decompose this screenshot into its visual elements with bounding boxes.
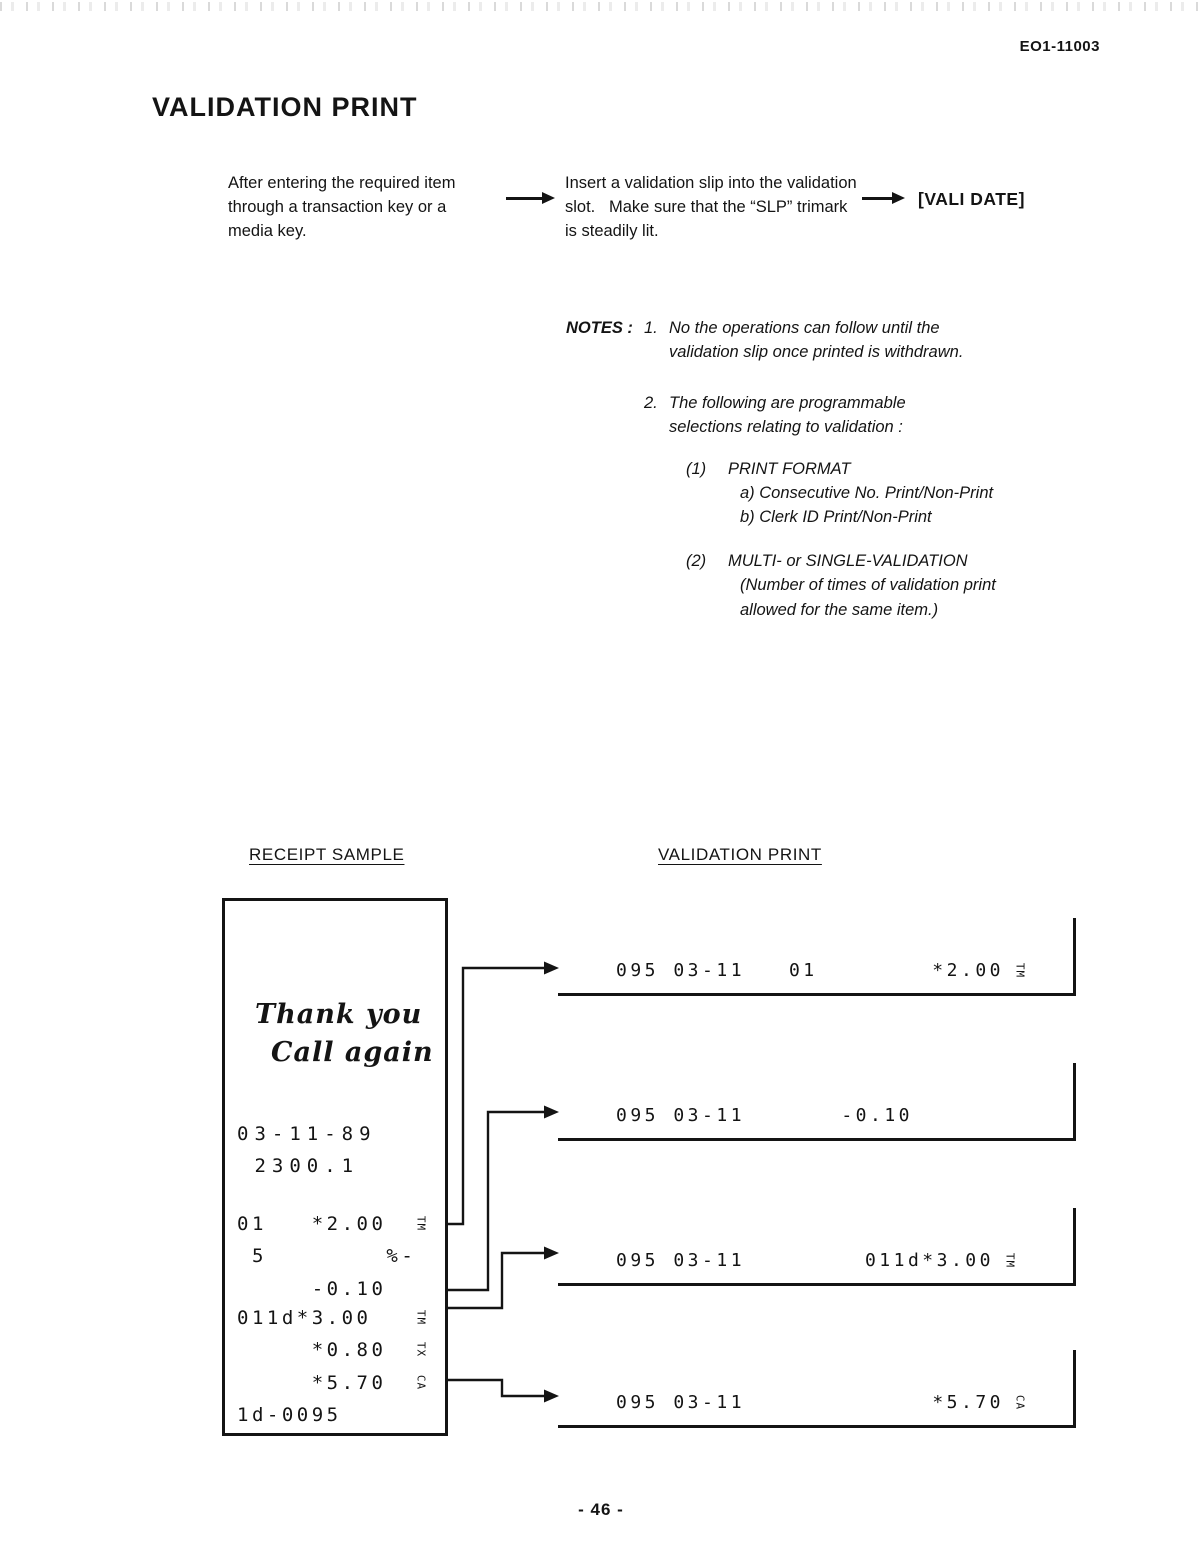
notes-label: NOTES :	[566, 319, 633, 337]
arrow-connector-2	[446, 1112, 545, 1290]
flow-step-2: Insert a validation slip into the validation slot. Make sure that the “SLP” trimark is steadily lit.	[565, 174, 857, 240]
note-1-text: No the operations can follow until the validation slip once printed is withdrawn.	[669, 319, 964, 362]
notes-section	[566, 316, 1071, 622]
receipt-line	[237, 1213, 435, 1235]
note-2-number: 2.	[644, 393, 658, 412]
arrow-right-icon	[506, 197, 543, 200]
receipt-line	[237, 1123, 435, 1145]
receipt-line	[237, 1155, 435, 1177]
media-symbol: TM	[1003, 1252, 1017, 1269]
arrow-connector-3	[446, 1253, 545, 1308]
receipt-line-text: *0.80	[237, 1339, 387, 1361]
note-sub-2	[686, 549, 1071, 622]
receipt-line	[237, 1404, 435, 1426]
receipt-line-text: 01 *2.00	[237, 1213, 387, 1235]
receipt-line	[237, 1339, 435, 1361]
note-sub-2-number: (2)	[686, 551, 707, 570]
receipt-line-text: 03-11-89	[237, 1123, 377, 1145]
flow-step-1: After entering the required item through a transaction key or a media key.	[228, 174, 456, 240]
note-2-text: The following are programmable selections relating to validation :	[669, 393, 906, 437]
receipt-line-text: 011d*3.00	[237, 1307, 372, 1329]
note-sub-1-item-a: a) Consecutive No. Print/Non-Print	[740, 484, 994, 503]
note-sub-1-title: PRINT FORMAT	[728, 459, 851, 478]
validation-slip-line-4	[558, 1350, 1076, 1428]
receipt-line-text: 2300.1	[237, 1155, 360, 1177]
arrowhead-icon	[544, 962, 559, 975]
validation-line-date: 095 03-11	[616, 960, 746, 981]
validation-line-detail	[865, 1250, 1018, 1271]
validation-slip-line-1	[558, 918, 1076, 996]
page-title: VALIDATION PRINT	[152, 92, 418, 122]
scan-noise-strip	[0, 2, 1202, 11]
receipt-sample-heading: RECEIPT SAMPLE	[249, 845, 405, 864]
arrowhead-icon	[544, 1106, 559, 1119]
validation-line-date: 095 03-11	[616, 1392, 746, 1413]
receipt-line-text: Thank you	[255, 999, 423, 1030]
media-symbol: CA	[414, 1374, 428, 1391]
doc-ref: EO1-11003	[1019, 38, 1100, 55]
note-1-number: 1.	[644, 319, 658, 337]
validation-line-amount: 011d*3.00	[864, 1250, 994, 1271]
page-number: - 46 -	[578, 1500, 624, 1519]
note-sub-1	[686, 457, 1071, 530]
arrow-right-icon	[862, 197, 893, 200]
media-symbol: CA	[1013, 1394, 1027, 1411]
receipt-line	[255, 999, 435, 1030]
note-sub-1-number: (1)	[686, 459, 707, 478]
receipt-line-text: -0.10	[237, 1278, 387, 1300]
receipt-sample-box	[222, 898, 448, 1436]
arrow-connector-1	[446, 968, 545, 1224]
validation-line-date: 095 03-11	[616, 1105, 746, 1126]
validation-line-amount: *5.70	[932, 1392, 1004, 1413]
validation-slip-line-3	[558, 1208, 1076, 1286]
note-sub-1-item-b: b) Clerk ID Print/Non-Print	[740, 508, 932, 527]
receipt-line-text: *5.70	[237, 1372, 387, 1394]
validation-line-amount: -0.10	[841, 1105, 913, 1126]
validation-line-detail	[789, 960, 1028, 981]
receipt-line	[237, 1245, 435, 1267]
validation-line-date: 095 03-11	[616, 1250, 746, 1271]
vali-date-key-label: [VALI DATE]	[918, 189, 1025, 209]
media-symbol: TM	[414, 1215, 428, 1232]
receipt-line-text: 1d-0095	[237, 1404, 342, 1426]
arrow-connector-4	[446, 1380, 545, 1396]
validation-line-detail	[932, 1392, 1028, 1413]
arrowhead-icon	[544, 1247, 559, 1260]
receipt-line	[271, 1037, 435, 1068]
receipt-line	[237, 1278, 435, 1300]
validation-line-amount: 01 *2.00	[788, 960, 1004, 981]
receipt-line-text: Call again	[271, 1037, 434, 1068]
receipt-line	[237, 1307, 435, 1329]
note-sub-2-text: (Number of times of validation print allowed for the same item.)	[740, 576, 996, 619]
validation-line-detail	[841, 1105, 913, 1126]
validation-print-heading: VALIDATION PRINT	[658, 845, 822, 864]
media-symbol: TM	[414, 1309, 428, 1326]
arrowhead-icon	[544, 1390, 559, 1403]
media-symbol: TX	[414, 1341, 428, 1358]
receipt-line-text: 5 %-	[237, 1245, 417, 1267]
note-sub-2-title: MULTI- or SINGLE-VALIDATION	[728, 551, 968, 570]
validation-slip-line-2	[558, 1063, 1076, 1141]
receipt-line	[237, 1372, 435, 1394]
media-symbol: TM	[1013, 962, 1027, 979]
